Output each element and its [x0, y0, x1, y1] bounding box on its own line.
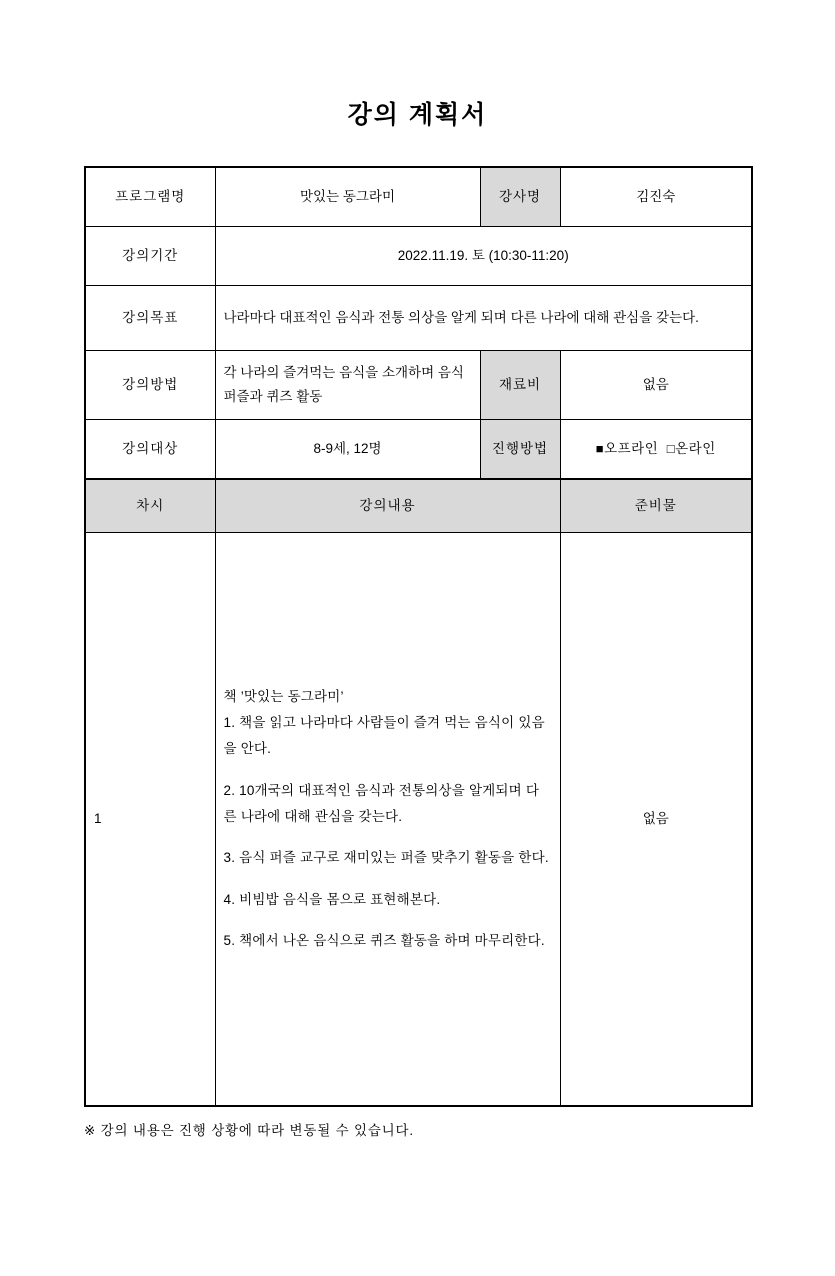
document-page [0, 95, 835, 1276]
program-name-label: 프로그램명 [85, 167, 215, 227]
mode-label: 진행방법 [480, 420, 560, 480]
content-line: 1. 책을 읽고 나라마다 사람들이 즐겨 먹는 음식이 있음을 안다. [223, 715, 545, 757]
material-cost-value: 없음 [560, 351, 752, 420]
method-label: 강의방법 [85, 351, 215, 420]
content-line: 책 ’맛있는 동그라미’ [223, 688, 344, 704]
session-materials: 없음 [560, 533, 752, 1107]
table-row [85, 286, 752, 351]
page-title: 강의 계획서 [347, 101, 488, 129]
session-content [215, 533, 560, 1107]
material-cost-label: 재료비 [480, 351, 560, 420]
table-header-row [85, 479, 752, 533]
program-name-value: 맛있는 동그라미 [215, 167, 480, 227]
goal-value: 나라마다 대표적인 음식과 전통 의상을 알게 되며 다른 나라에 대해 관심을 갖는다. [215, 286, 752, 351]
online-label: 온라인 [675, 441, 716, 457]
instructor-label: 강사명 [480, 167, 560, 227]
target-value: 8-9세, 12명 [215, 420, 480, 480]
content-line: 4. 비빔밥 음식을 몸으로 표현해본다. [223, 891, 441, 907]
table-row [85, 227, 752, 286]
instructor-value: 김진숙 [560, 167, 752, 227]
content-lines [224, 684, 552, 955]
mode-value [560, 420, 752, 480]
header-content: 강의내용 [215, 479, 560, 533]
footnote: ※ 강의 내용은 진행 상황에 따라 변동될 수 있습니다. [84, 1123, 414, 1138]
period-value: 2022.11.19. 토 (10:30-11:20) [215, 227, 752, 286]
header-materials: 준비물 [560, 479, 752, 533]
content-line: 2. 10개국의 대표적인 음식과 전통의상을 알게되며 다른 나라에 대해 관심을 갖는다. [223, 782, 540, 824]
online-checkbox[interactable]: □ [666, 441, 676, 457]
period-label: 강의기간 [85, 227, 215, 286]
session-number: 1 [85, 533, 215, 1107]
goal-label: 강의목표 [85, 286, 215, 351]
target-label: 강의대상 [85, 420, 215, 480]
offline-checkbox[interactable]: ■ [595, 441, 605, 457]
table-row [85, 420, 752, 480]
content-line: 3. 음식 퍼즐 교구로 재미있는 퍼즐 맞추기 활동을 한다. [223, 850, 549, 866]
header-session: 차시 [85, 479, 215, 533]
lecture-plan-table [84, 166, 753, 1107]
content-line: 5. 책에서 나온 음식으로 퀴즈 활동을 하며 마무리한다. [223, 932, 545, 948]
table-row [85, 533, 752, 1107]
table-row [85, 351, 752, 420]
method-value: 각 나라의 즐겨먹는 음식을 소개하며 음식 퍼즐과 퀴즈 활동 [215, 351, 480, 420]
offline-label: 오프라인 [604, 441, 659, 457]
table-row [85, 167, 752, 227]
